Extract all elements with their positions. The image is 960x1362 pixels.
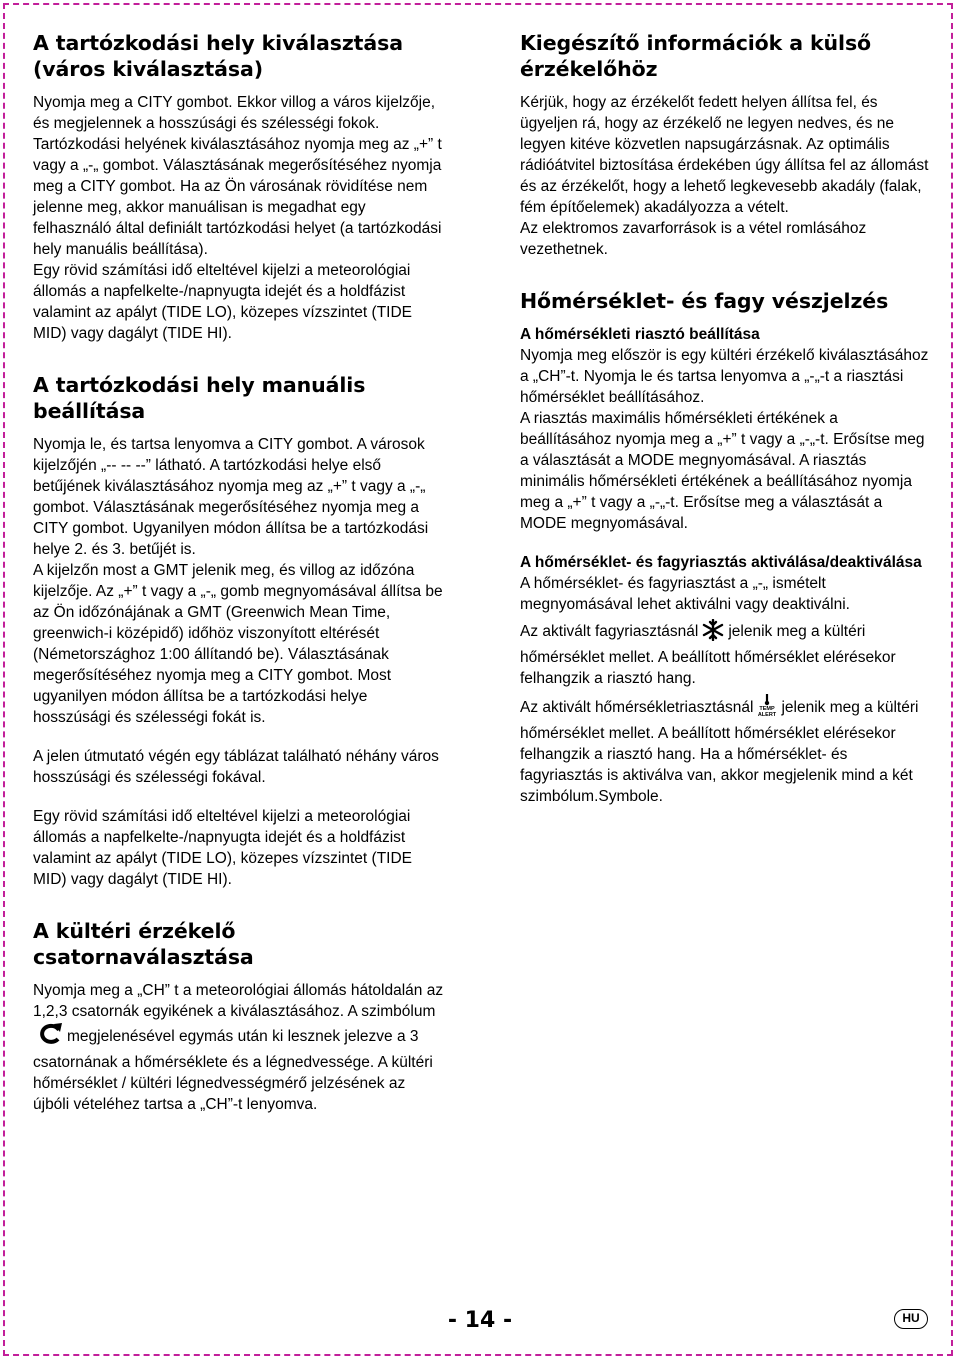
text-span: jelenik meg a kültéri hőmérséklet mellet. A beállított hőmérséklet elérésekor felhangzik a riasztó hang. (520, 623, 896, 687)
section-title-sensor-info: Kiegészítő információk a külső érzékelőhöz (520, 31, 872, 81)
text-span: Az aktivált hőmérsékletriasztásnál (520, 699, 754, 716)
section-title-sensor-channel: A kültéri érzékelő csatornaválasztása (33, 919, 254, 969)
paragraph: Az elektromos zavarforrások is a vétel romlásához vezethetnek. (520, 220, 867, 258)
section-title-temp-frost-alarm: Hőmérséklet- és fagy vészjelzés (520, 289, 889, 313)
temp-alert-label-bottom: ALERT (758, 712, 777, 717)
paragraph: Egy rövid számítási idő elteltével kijelzi a meteorológiai állomás a napfelkelte-/napnyugta idejét és a holdfázist valamint az apályt (TIDE LO), közepes vízszintet (TIDE MID) vagy dagályt (TIDE HI). (33, 808, 413, 888)
paragraph: Nyomja meg először is egy kültéri érzékelő kiválasztásához a „CH”-t. Nyomja le és tartsa lenyomva a „-„-t a riasztási hőmérséklet beállításához. (520, 347, 929, 406)
paragraph: A jelen útmutató végén egy táblázat található néhány város hosszúsági és szélességi fokával. (33, 748, 439, 786)
subsection-title-alarm-toggle: A hőmérséklet- és fagyriasztás aktiválása/deaktiválása (520, 554, 922, 571)
paragraph: A riasztás maximális hőmérsékleti értékének a beállításához nyomja meg a „+” t vagy a „-„-t. Erősítse meg a választását a MODE megnyomásával. A riasztás minimális hőmérsékleti értékének a beállításához nyomja meg a „+” t vagy a „-„-t. Erősítse meg a választását a MODE megnyomásával. (520, 410, 925, 532)
cycle-arrow-icon (37, 1022, 63, 1052)
paragraph: Egy rövid számítási idő elteltével kijelzi a meteorológiai állomás a napfelkelte-/napnyugta idejét és a holdfázist valamint az apályt (TIDE LO), közepes vízszintet (TIDE MID) vagy dagályt (TIDE HI). (33, 262, 413, 342)
section-title-location-manual: A tartózkodási hely manuális beállítása (33, 373, 366, 423)
text-span: megjelenésével egymás után ki lesznek jelezve a 3 csatornának a hőmérséklete és a légnedvessége. A kültéri hőmérséklet / kültéri légnedvességmérő jelzésének az újbóli vételéhez tartsa a „CH”-t lenyomva. (33, 1028, 433, 1113)
right-column (520, 30, 932, 807)
paragraph (520, 619, 932, 689)
temp-alert-label-top: TEMP (759, 706, 776, 712)
paragraph: Nyomja meg a CITY gombot. Ekkor villog a város kijelzője, és megjelennek a hosszúsági és szélességi fokok. Tartózkodási helyének kiválasztásához nyomja meg az „+” t vagy a „-„ gombot. Választásának megerősítéséhez nyomja meg a CITY gombot. Ha az Ön városának rövidítése nem jelenne meg, akkor manuálisan is megadhat egy felhasználó által definiált tartózkodási helyet (a tartózkodási hely manuális beállítása). (33, 94, 442, 258)
paragraph: Kérjük, hogy az érzékelőt fedett helyen állítsa fel, és ügyeljen rá, hogy az érzékelő ne legyen nedves, és ne legyen kitéve közvetlen napsugárzásnak. Az optimális rádióátvitel biztosítása érdekében úgy állítsa fel az állomást és az érzékelőt, hogy a lehető legkevesebb akadály (falak, fém építőelemek) akadályozza a vételt. (520, 94, 929, 216)
paragraph (33, 980, 445, 1115)
text-span: jelenik meg a kültéri hőmérséklet mellet. A beállított hőmérséklet elérésekor felhangzik a riasztó hang. Ha a hőmérséklet- és fagyriasztás is aktiválva van, akkor megjelenik mind a két szimbólum.Symbole. (520, 699, 919, 805)
temp-alert-icon (757, 693, 777, 723)
section-title-location-select: A tartózkodási hely kiválasztása (város kiválasztása) (33, 31, 403, 81)
paragraph: A kijelzőn most a GMT jelenik meg, és villog az időzóna kijelzője. Az „+” t vagy a „-„ gomb megnyomásával állítsa be az Ön időzónájának a GMT (Greenwich Mean Time, greenwich-i középidő) időhöz viszonyított eltérését (Németországhoz 1:00 állítandó be). Választásának megerősítéséhez nyomja meg a CITY gombot. Most ugyanilyen módon állítsa be a tartózkodási helye hosszúsági és szélességi fokát is. (33, 562, 443, 726)
text-span: Az aktivált fagyriasztásnál (520, 623, 699, 640)
language-badge: HU (894, 1309, 928, 1329)
subsection-title-alarm-setting: A hőmérsékleti riasztó beállítása (520, 326, 760, 343)
paragraph: A hőmérséklet- és fagyriasztást a „-„ ismételt megnyomásával lehet aktiválni vagy deaktiválni. (520, 575, 850, 613)
snowflake-icon (702, 619, 724, 647)
text-span: Nyomja meg a „CH” t a meteorológiai állomás hátoldalán az 1,2,3 csatornák egyikének a kiválasztásához. A szimbólum (33, 982, 444, 1020)
left-column (33, 30, 445, 1115)
paragraph (520, 693, 932, 807)
page-number: - 14 - (447, 1308, 513, 1333)
paragraph: Nyomja le, és tartsa lenyomva a CITY gombot. A városok kijelzőjén „-- -- --” látható. A tartózkodási helye első betűjének kiválasztásához nyomja meg az „+” t vagy a „-„ gombot. Választásának megerősítéséhez nyomja meg a CITY gombot. Ugyanilyen módon állítsa be a tartózkodási helye 2. és 3. betűjét is. (33, 436, 429, 558)
